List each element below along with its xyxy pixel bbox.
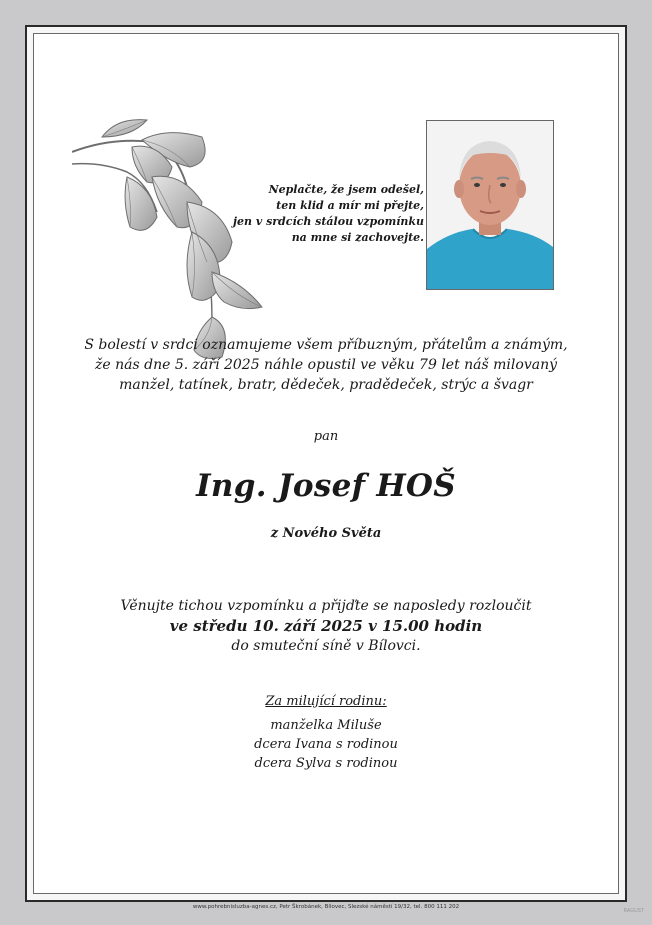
poem-line: ten klid a mír mi přejte,: [276, 199, 424, 212]
announcement-line: manžel, tatínek, bratr, dědeček, pradědeček, strýc a švagr: [119, 377, 533, 393]
poem-line: jen v srdcích stálou vzpomínku: [233, 215, 424, 228]
deceased-origin: z Nového Světa: [270, 526, 382, 541]
invitation-line: Věnujte tichou vzpomínku a přijďte se naposledy rozloučit: [120, 598, 532, 614]
memorial-poem: [224, 182, 424, 246]
funeral-date-time: ve středu 10. září 2025 v 15.00 hodin: [169, 617, 483, 635]
deceased-name: Ing. Josef HOŠ: [196, 468, 456, 504]
family-member: dcera Ivana s rodinou: [254, 737, 398, 752]
family-member: manželka Miluše: [270, 718, 382, 733]
funeral-invitation: [0, 596, 652, 656]
salutation: pan: [313, 429, 339, 444]
poem-line: Neplačte, že jsem odešel,: [268, 183, 424, 196]
funeral-venue: do smuteční síně v Bílovci.: [231, 638, 421, 654]
family-signature: [0, 692, 652, 773]
poem-line: na mne si zachovejte.: [291, 231, 424, 244]
announcement-line: S bolestí v srdci oznamujeme všem příbuzným, přátelům a známým,: [84, 337, 568, 353]
portrait-photo: [426, 120, 554, 290]
announcement-line: že nás dne 5. září 2025 náhle opustil ve věku 79 let náš milovaný: [95, 357, 557, 373]
print-stamp: RAGUST: [623, 908, 644, 914]
family-heading: Za milující rodinu:: [265, 694, 387, 709]
portrait-image: [427, 121, 553, 289]
announcement-text: [0, 335, 652, 395]
family-member: dcera Sylva s rodinou: [254, 756, 398, 771]
funeral-service-footer: www.pohrebnisluzba-agnes.cz, Petr Škrobánek, Bílovec, Slezské náměstí 19/32, tel. 800 111 202: [192, 904, 460, 910]
